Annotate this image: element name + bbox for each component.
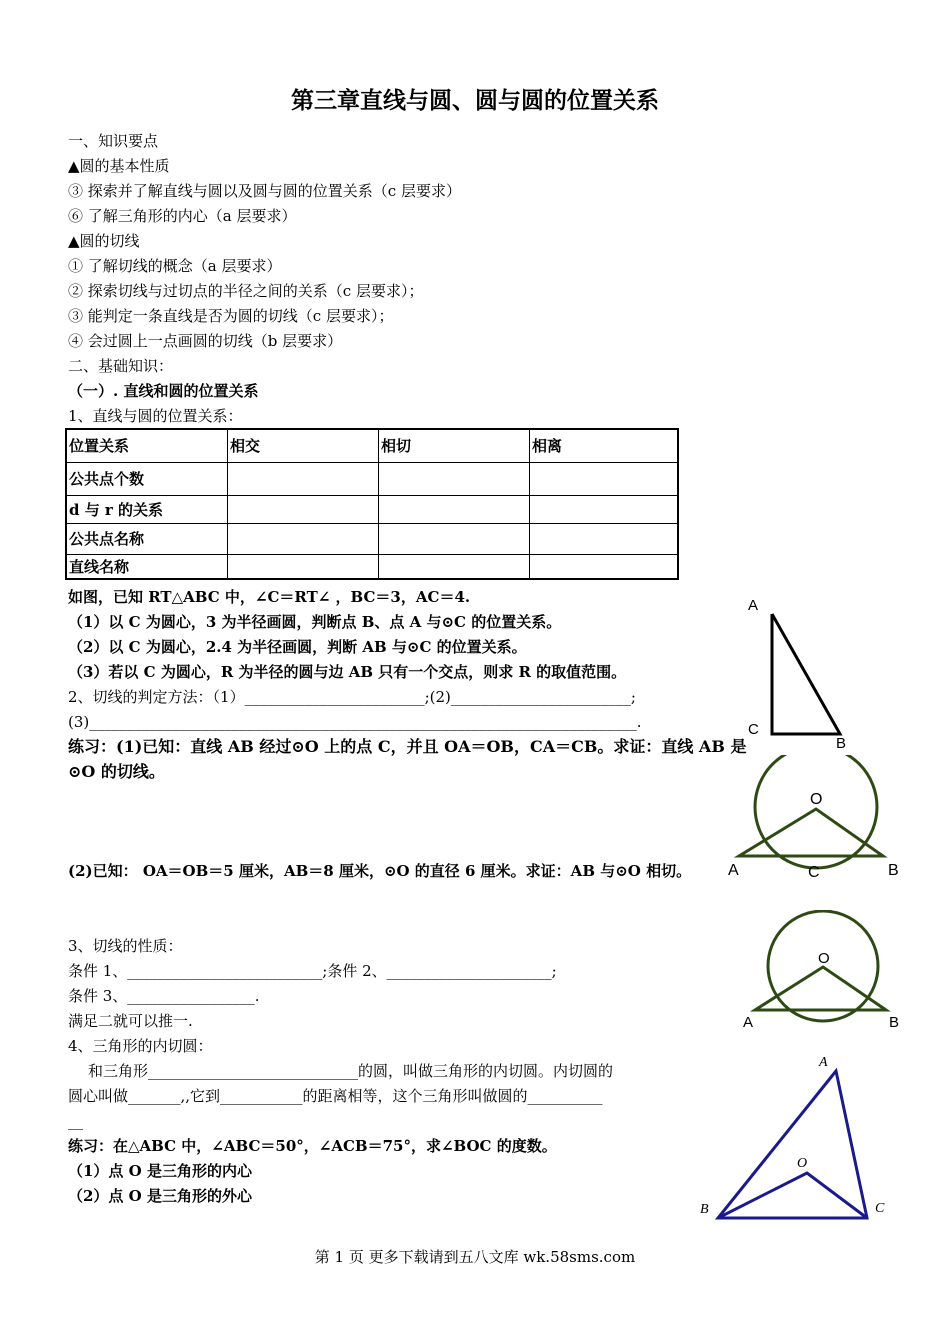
table-row bbox=[66, 554, 678, 579]
text-line: 条件 3、_________________. bbox=[68, 987, 260, 1005]
table-cell bbox=[228, 554, 379, 579]
text-line: ▲圆的切线 bbox=[68, 232, 140, 250]
table-cell: 直线名称 bbox=[66, 554, 228, 579]
text-line: 满足二就可以推一. bbox=[68, 1012, 193, 1030]
text-line: ① 了解切线的概念（a 层要求） bbox=[68, 257, 282, 275]
text-line: 2、切线的判定方法：（1）________________________;(2)________________________; bbox=[68, 688, 636, 706]
exercise-text: (2)已知： OA＝OB＝5 厘米，AB＝8 厘米，⊙O 的直径 6 厘米。求证：AB 与⊙O 相切。 bbox=[68, 862, 692, 880]
exercise-text: 练习：在△ABC 中，∠ABC＝50°，∠ACB＝75°，求∠BOC 的度数。 bbox=[68, 1137, 557, 1155]
label-b: B bbox=[888, 862, 899, 879]
label-c: C bbox=[748, 721, 759, 738]
circle-triangle-figure bbox=[735, 910, 910, 1035]
text-line: 和三角形____________________________的圆，叫做三角形的内切圆。内切圆的 bbox=[88, 1062, 614, 1080]
triangle-oab bbox=[755, 967, 886, 1010]
text-line: ② 探索切线与过切点的半径之间的关系（c 层要求）； bbox=[68, 282, 424, 300]
label-a: A bbox=[743, 1014, 754, 1031]
triangle-abc bbox=[772, 614, 840, 734]
exercise-text: （2）点 O 是三角形的外心 bbox=[68, 1187, 252, 1205]
segments-bo-oc bbox=[718, 1173, 867, 1218]
question-text: （3）若以 C 为圆心，R 为半径的圆与边 AB 只有一个交点，则求 R 的取值范围。 bbox=[68, 663, 627, 681]
question-text: （1）以 C 为圆心，3 为半径画圆，判断点 B、点 A 与⊙C 的位置关系。 bbox=[68, 613, 562, 631]
table-cell bbox=[228, 462, 379, 495]
label-b: B bbox=[700, 1202, 709, 1217]
text-line: 二、基础知识： bbox=[68, 357, 174, 375]
section-heading: （一）. 直线和圆的位置关系 bbox=[68, 382, 259, 400]
text-line: 条件 1、__________________________;条件 2、______________________; bbox=[68, 962, 557, 980]
table-cell bbox=[530, 495, 679, 523]
page-title: 第三章直线与圆、圆与圆的位置关系 bbox=[291, 88, 659, 114]
triangle-abc bbox=[718, 1071, 867, 1218]
table-cell bbox=[379, 554, 530, 579]
table-cell bbox=[228, 495, 379, 523]
table-cell: 公共点名称 bbox=[66, 523, 228, 554]
circle-o bbox=[755, 755, 877, 868]
text-line: 圆心叫做_______,,它到___________的距离相等，这个三角形叫做圆的__________ bbox=[68, 1087, 603, 1105]
table-header-cell: 相切 bbox=[379, 429, 530, 462]
text-line: __ bbox=[68, 1112, 83, 1130]
table-row bbox=[66, 462, 678, 495]
text-line: ⑥ 了解三角形的内心（a 层要求） bbox=[68, 207, 297, 225]
exercise-text: （1）点 O 是三角形的内心 bbox=[68, 1162, 252, 1180]
text-line: ③ 探索并了解直线与圆以及圆与圆的位置关系（c 层要求） bbox=[68, 182, 461, 200]
tangent-circle-figure bbox=[720, 755, 910, 885]
question-text: 如图，已知 RT△ABC 中，∠C＝RT∠ ，BC＝3，AC＝4. bbox=[68, 588, 471, 606]
table-header-cell: 位置关系 bbox=[66, 429, 228, 462]
table-cell bbox=[228, 523, 379, 554]
label-a: A bbox=[748, 597, 759, 614]
label-a: A bbox=[728, 862, 739, 879]
label-b: B bbox=[836, 735, 847, 752]
table-cell bbox=[379, 523, 530, 554]
text-line: ▲圆的基本性质 bbox=[68, 157, 170, 175]
label-o: O bbox=[797, 1156, 808, 1171]
label-a: A bbox=[819, 1055, 828, 1070]
table-header-cell: 相交 bbox=[228, 429, 379, 462]
table-cell bbox=[530, 523, 679, 554]
position-relation-table bbox=[65, 428, 679, 580]
triangle-center-figure bbox=[695, 1050, 895, 1225]
table-cell: 公共点个数 bbox=[66, 462, 228, 495]
table-header-cell: 相离 bbox=[530, 429, 679, 462]
table-cell: d 与 r 的关系 bbox=[66, 495, 228, 523]
text-line: 一、知识要点 bbox=[68, 132, 159, 150]
table-row bbox=[66, 429, 678, 462]
exercise-text: ⊙O 的切线。 bbox=[68, 762, 165, 781]
text-line: 4、三角形的内切圆： bbox=[68, 1037, 213, 1055]
table-cell bbox=[530, 462, 679, 495]
label-c: C bbox=[875, 1201, 885, 1216]
text-line: ③ 能判定一条直线是否为圆的切线（c 层要求）； bbox=[68, 307, 394, 325]
table-cell bbox=[379, 462, 530, 495]
text-line: (3)_________________________________________________________________________. bbox=[68, 713, 642, 731]
label-c: C bbox=[808, 864, 820, 881]
table-row bbox=[66, 523, 678, 554]
label-o: O bbox=[810, 791, 823, 808]
table-cell bbox=[530, 554, 679, 579]
table-cell bbox=[379, 495, 530, 523]
question-text: （2）以 C 为圆心，2.4 为半径画圆，判断 AB 与⊙C 的位置关系。 bbox=[68, 638, 527, 656]
text-line: ④ 会过圆上一点画圆的切线（b 层要求） bbox=[68, 332, 343, 350]
table-row bbox=[66, 495, 678, 523]
page-footer: 第 1 页 更多下载请到五八文库 wk.58sms.com bbox=[314, 1248, 636, 1266]
label-o: O bbox=[818, 950, 830, 967]
exercise-text: 练习：(1)已知：直线 AB 经过⊙O 上的点 C，并且 OA＝OB，CA＝CB。求证：直线 AB 是 bbox=[68, 737, 747, 756]
text-line: 1、直线与圆的位置关系： bbox=[68, 407, 243, 425]
text-line: 3、切线的性质： bbox=[68, 937, 183, 955]
label-b: B bbox=[889, 1014, 900, 1031]
right-triangle-figure bbox=[735, 590, 865, 755]
